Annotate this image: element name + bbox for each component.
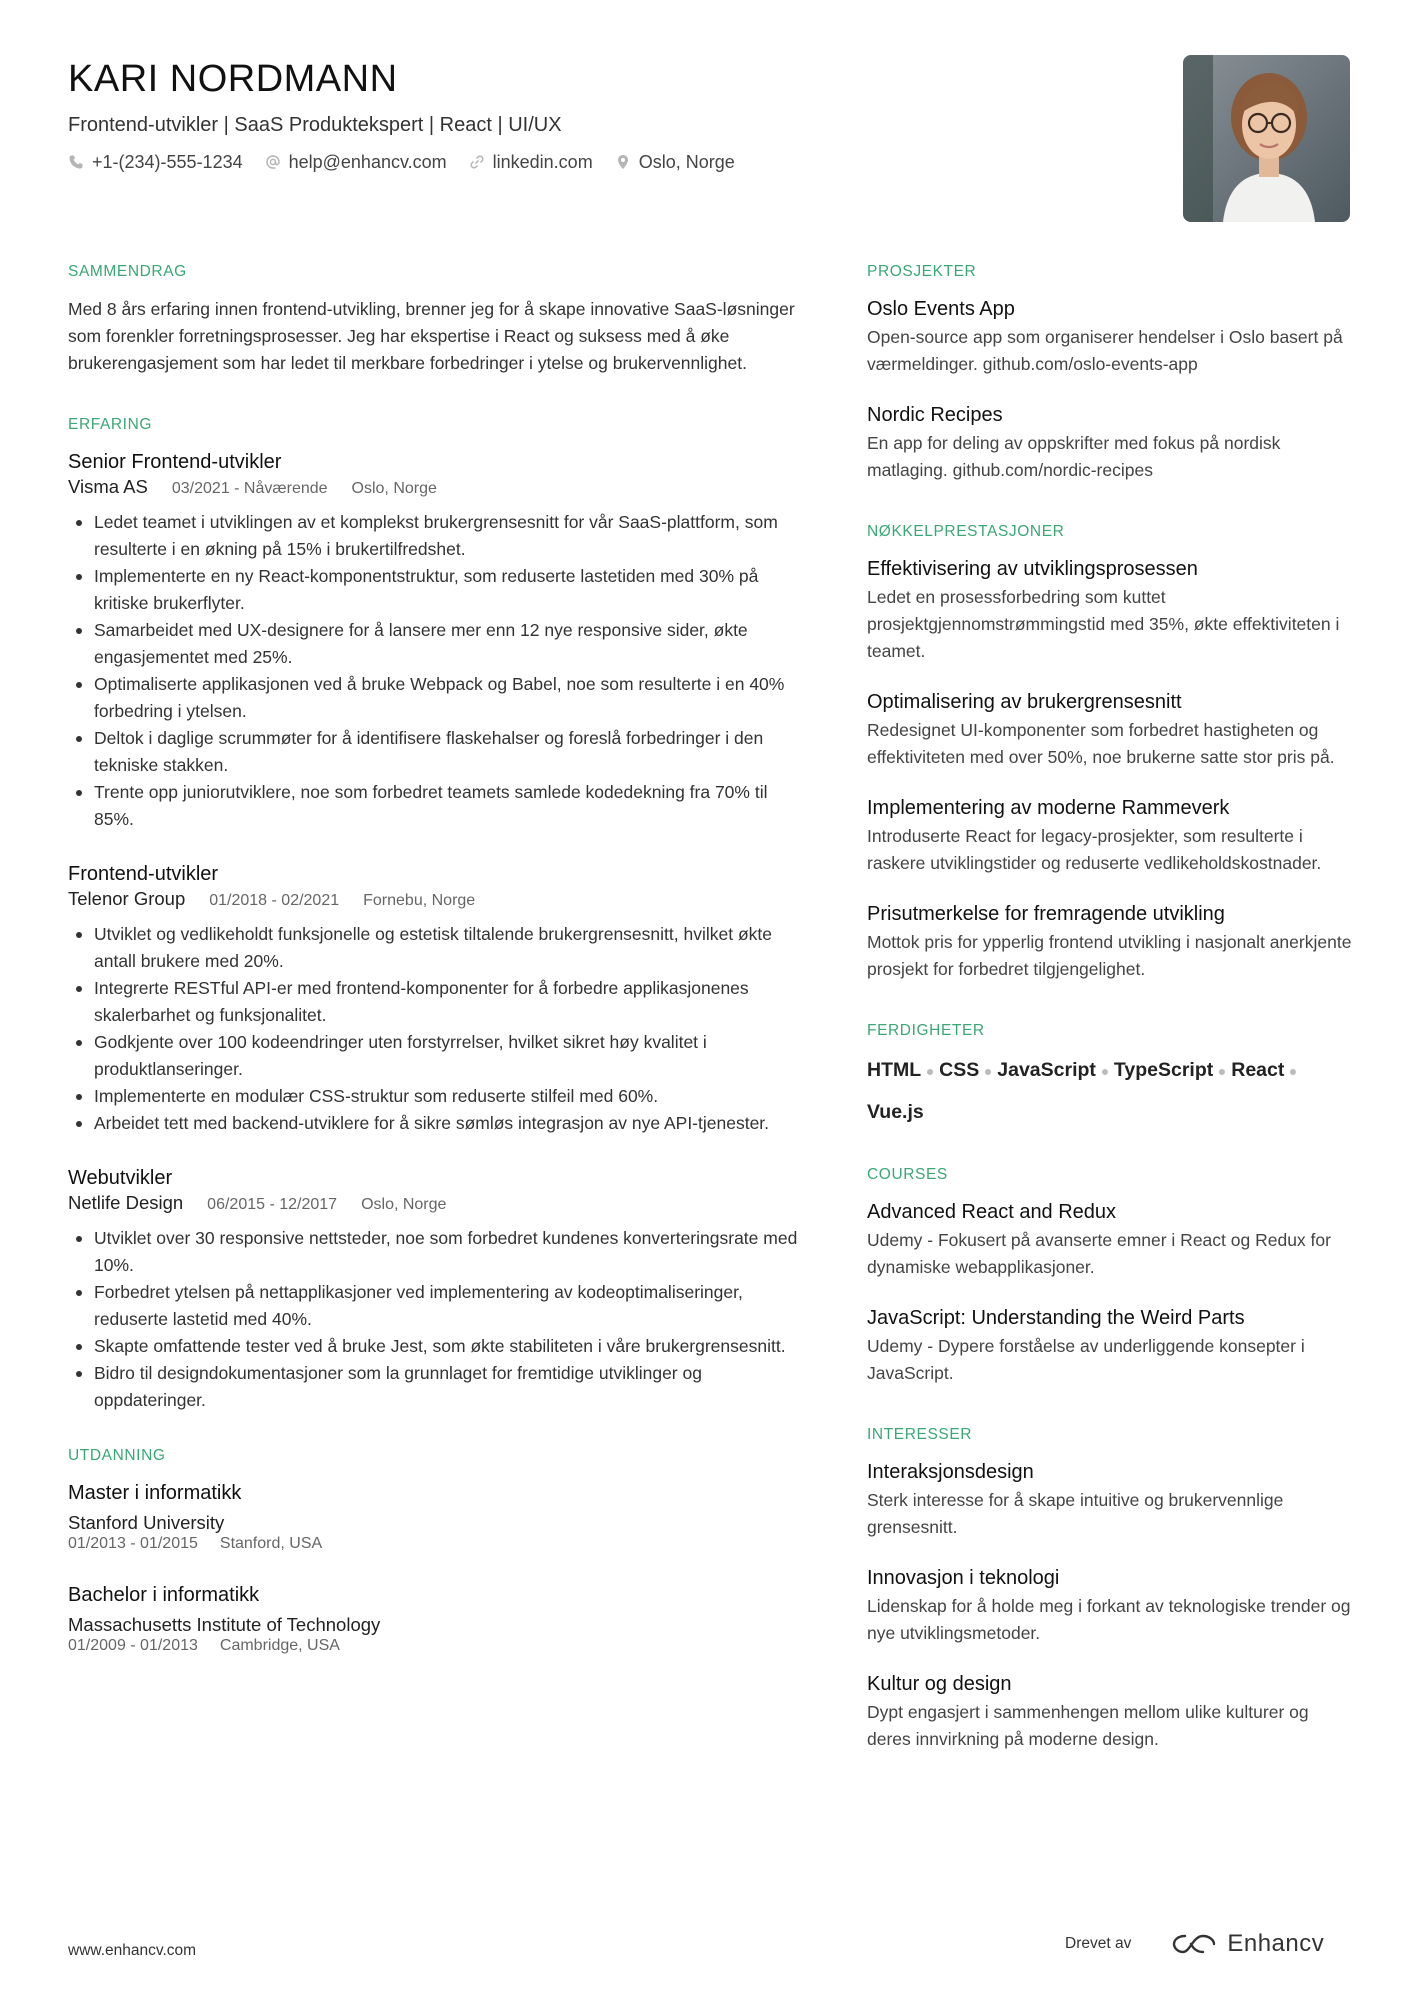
job-entry [68,1165,798,1414]
course-name: Advanced React and Redux [867,1201,1117,1223]
achievement-description: Redesignet UI-komponenter som forbedret hastigheten og effektiviteten med over 50%, noe brukerne satte stor pris på. [867,720,1335,767]
contact-phone[interactable] [68,150,243,174]
separator-dot-icon [1102,1069,1108,1075]
bullet-item: Utviklet over 30 responsive nettsteder, noe som forbedret kundenes konverteringsrate med 10%. [68,1225,798,1279]
achievements-section [867,522,1357,983]
education-entry [68,1480,798,1554]
bullet-item: Utviklet og vedlikeholdt funksjonelle og estetisk tiltalende brukergrensesnitt, hvilket økte antall brukere med 20%. [68,921,798,975]
job-dates: 06/2015 - 12/2017 [207,1196,338,1213]
education-dates: 01/2009 - 01/2013 [68,1637,198,1654]
interest-name: Interaksjonsdesign [867,1461,1034,1483]
skill-tag: CSS [939,1055,997,1085]
separator-dot-icon [1290,1069,1296,1075]
course-description: Udemy - Dypere forståelse av underliggende konsepter i JavaScript. [867,1336,1305,1383]
achievement-name: Prisutmerkelse for fremragende utvikling [867,903,1225,925]
candidate-name: KARI NORDMANN [68,58,398,100]
job-bullets [68,1225,798,1414]
skill-tag: React [1231,1055,1302,1085]
education-dates: 01/2013 - 01/2015 [68,1535,198,1552]
job-bullets [68,921,798,1137]
phone-icon [68,154,84,170]
experience-section [68,415,798,1414]
achievement-name: Effektivisering av utviklingsprosessen [867,558,1198,580]
interest-entry [867,1671,1357,1753]
interest-description: Lidenskap for å holde meg i forkant av teknologiske trender og nye utviklingsmetoder. [867,1596,1351,1643]
skills-list [867,1055,1357,1127]
interest-name: Innovasjon i teknologi [867,1567,1060,1589]
skill-tag: Vue.js [867,1101,924,1123]
job-location: Oslo, Norge [361,1196,447,1213]
course-name: JavaScript: Understanding the Weird Parts [867,1307,1245,1329]
bullet-item: Integrerte RESTful API-er med frontend-komponenter for å forbedre applikasjonenes skalerbarhet og funksjonalitet. [68,975,798,1029]
achievement-name: Optimalisering av brukergrensesnitt [867,691,1182,713]
contact-location [615,150,735,174]
interest-entry [867,1565,1357,1647]
job-company: Visma AS [68,476,148,497]
project-name: Nordic Recipes [867,404,1003,426]
education-school: Stanford University [68,1512,225,1533]
achievement-entry [867,689,1357,771]
achievement-description: Mottok pris for ypperlig frontend utvikling i nasjonalt anerkjente prosjekt for forbedret tilgjengelighet. [867,932,1352,979]
separator-dot-icon [927,1069,933,1075]
education-school: Massachusetts Institute of Technology [68,1614,381,1635]
bullet-item: Implementerte en ny React-komponentstruktur, som reduserte lastetiden med 30% på kritiske brukerflyter. [68,563,798,617]
contact-linkedin[interactable] [469,150,593,174]
enhancv-logo-icon [1171,1931,1217,1957]
left-column [68,262,798,1694]
education-entry [68,1582,798,1656]
enhancv-logo[interactable] [1171,1930,1324,1958]
achievement-description: Ledet en prosessforbedring som kuttet prosjektgjennomstrømmingstid med 35%, økte effektiviteten i teamet. [867,587,1340,661]
separator-dot-icon [985,1069,991,1075]
job-title: Webutvikler [68,1167,173,1189]
location-text: Oslo, Norge [638,152,735,172]
powered-by-label: Drevet av [1065,1935,1132,1952]
bullet-item: Implementerte en modulær CSS-struktur som reduserte stilfeil med 60%. [68,1083,798,1110]
contact-email[interactable] [265,150,447,174]
job-location: Fornebu, Norge [363,892,476,909]
education-section [68,1446,798,1656]
link-icon [469,154,485,170]
interests-section [867,1425,1357,1753]
job-location: Oslo, Norge [351,480,437,497]
education-meta [68,1534,798,1554]
job-meta [68,1191,798,1217]
email-text: help@enhancv.com [288,152,447,172]
projects-heading: PROSJEKTER [867,263,977,280]
profile-photo [1183,55,1350,222]
achievements-heading: NØKKELPRESTASJONER [867,523,1065,540]
education-location: Cambridge, USA [219,1637,340,1654]
job-company: Netlife Design [68,1192,184,1213]
projects-section [867,262,1357,484]
education-location: Stanford, USA [219,1535,323,1552]
location-pin-icon [615,154,631,170]
skill-tag: TypeScript [1114,1055,1231,1085]
skill-tag: HTML [867,1055,939,1085]
job-entry [68,861,798,1137]
achievement-entry [867,556,1357,665]
bullet-item: Optimaliserte applikasjonen ved å bruke Webpack og Babel, noe som resulterte i en 40% forbedring i ytelsen. [68,671,798,725]
education-meta [68,1636,798,1656]
footer-brand-area [1065,1930,1324,1958]
bullet-item: Bidro til designdokumentasjoner som la grunnlaget for fremtidige utviklinger og oppdateringer. [68,1360,798,1414]
at-icon [265,154,281,170]
experience-heading: ERFARING [68,416,153,433]
project-entry [867,402,1357,484]
phone-text: +1-(234)-555-1234 [92,152,243,172]
bullet-item: Deltok i daglige scrummøter for å identifisere flaskehalser og foreslå forbedringer i den tekniske stakken. [68,725,798,779]
job-dates: 03/2021 - Nåværende [171,480,328,497]
bullet-item: Ledet teamet i utviklingen av et komplekst brukergrensesnitt for vår SaaS-plattform, som resulterte i en økning på 15% i brukertilfredshet. [68,509,798,563]
skill-tag: JavaScript [997,1055,1114,1085]
summary-text: Med 8 års erfaring innen frontend-utvikling, brenner jeg for å skape innovative SaaS-løsninger som forenkler forretningsprosesser. Jeg har ekspertise i React og suksess med å øke brukerengasjement som har ledet til merkbare forbedringer i ytelse og brukervennlighet. [68,299,795,373]
skills-heading: FERDIGHETER [867,1022,985,1039]
bullet-item: Trente opp juniorutviklere, noe som forbedret teamets samlede kodedekning fra 70% til 85%. [68,779,798,833]
project-description: Open-source app som organiserer hendelser i Oslo basert på værmeldinger. github.com/oslo-events-app [867,327,1343,374]
job-company: Telenor Group [68,888,186,909]
enhancv-wordmark: Enhancv [1227,1930,1325,1957]
achievement-entry [867,901,1357,983]
project-description: En app for deling av oppskrifter med fokus på nordisk matlaging. github.com/nordic-recipes [867,433,1281,480]
project-entry [867,296,1357,378]
achievement-entry [867,795,1357,877]
summary-heading: SAMMENDRAG [68,263,187,280]
bullet-item: Samarbeidet med UX-designere for å lansere mer enn 12 nye responsive sider, økte engasjementet med 25%. [68,617,798,671]
job-title: Senior Frontend-utvikler [68,451,282,473]
interest-description: Sterk interesse for å skape intuitive og brukervennlige grensesnitt. [867,1490,1284,1537]
job-bullets [68,509,798,833]
bullet-item: Godkjente over 100 kodeendringer uten forstyrrelser, hvilket sikret høy kvalitet i produktlanseringer. [68,1029,798,1083]
contact-row [68,150,1168,174]
course-entry [867,1199,1357,1281]
job-entry [68,449,798,833]
project-name: Oslo Events App [867,298,1015,320]
job-meta [68,475,798,501]
job-title: Frontend-utvikler [68,863,219,885]
bullet-item: Arbeidet tett med backend-utviklere for å sikre sømløs integrasjon av nye API-tjenester. [68,1110,798,1137]
right-column [867,262,1357,1791]
headline: Frontend-utvikler | SaaS Produktekspert | React | UI/UX [68,114,562,136]
education-degree: Bachelor i informatikk [68,1584,260,1606]
separator-dot-icon [1219,1069,1225,1075]
skills-section [867,1021,1357,1127]
courses-heading: COURSES [867,1166,948,1183]
job-dates: 01/2018 - 02/2021 [209,892,340,909]
linkedin-text: linkedin.com [492,152,593,172]
bullet-item: Forbedret ytelsen på nettapplikasjoner ved implementering av kodeoptimaliseringer, reduserte lastetid med 40%. [68,1279,798,1333]
interest-description: Dypt engasjert i sammenhengen mellom ulike kulturer og deres innvirkning på moderne design. [867,1702,1309,1749]
education-degree: Master i informatikk [68,1482,242,1504]
interests-heading: INTERESSER [867,1426,973,1443]
achievement-description: Introduserte React for legacy-prosjekter, som resulterte i raskere utviklingstider og reduserte vedlikeholdskostnader. [867,826,1322,873]
header [68,56,1168,174]
education-heading: UTDANNING [68,1447,166,1464]
job-meta [68,887,798,913]
courses-section [867,1165,1357,1387]
bullet-item: Skapte omfattende tester ved å bruke Jest, som økte stabiliteten i våre brukergrensesnitt. [68,1333,798,1360]
interest-entry [867,1459,1357,1541]
course-description: Udemy - Fokusert på avanserte emner i React og Redux for dynamiske webapplikasjoner. [867,1230,1331,1277]
footer-website[interactable]: www.enhancv.com [68,1942,197,1959]
summary-section [68,262,798,377]
achievement-name: Implementering av moderne Rammeverk [867,797,1230,819]
course-entry [867,1305,1357,1387]
interest-name: Kultur og design [867,1673,1012,1695]
